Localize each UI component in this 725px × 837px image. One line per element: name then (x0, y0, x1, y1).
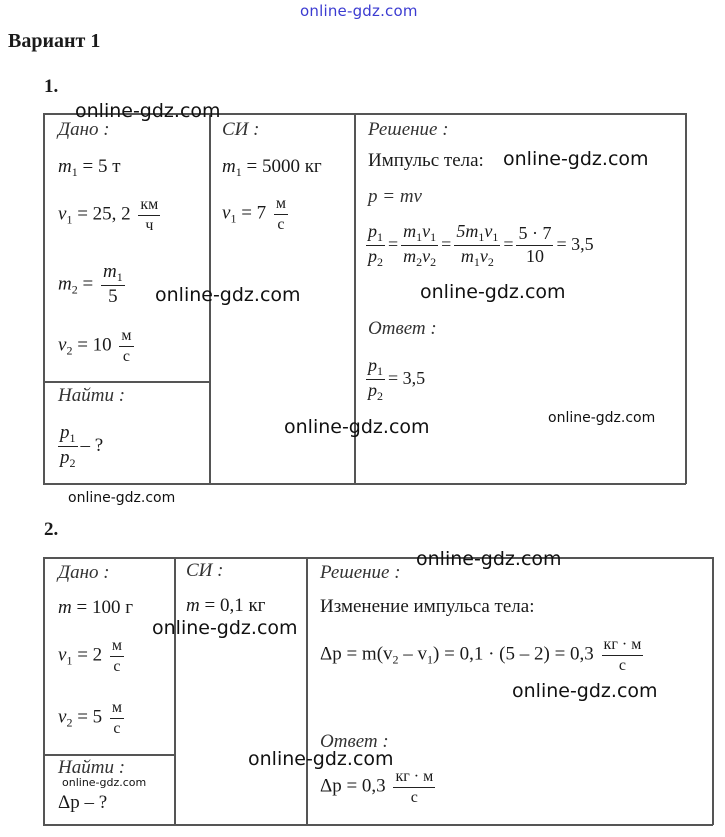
watermark[interactable]: online-gdz.com (155, 284, 301, 306)
task1-number: 1. (44, 76, 59, 97)
task2-given-header: Дано : (58, 562, 110, 583)
task2-border-top (43, 557, 713, 559)
task2-answer-value: Δp = 0,3 $\frac{кг \cdot м}{с}$ (320, 768, 434, 806)
task1-find-header: Найти : (58, 385, 126, 406)
task2-divider-2 (306, 557, 308, 825)
task1-given-header: Дано : (58, 119, 110, 140)
task1-given-m1: $m_1 = 5$ т (58, 156, 121, 179)
task2-given-v2: $v_2 = 5$ $\frac{м}{с}$ (58, 699, 123, 737)
task1-si-m1: $m_1 = 5000$ кг (222, 156, 322, 179)
watermark[interactable]: online-gdz.com (68, 490, 176, 506)
task1-border-left (43, 113, 45, 484)
watermark[interactable]: online-gdz.com (512, 680, 658, 702)
task2-given-m: m = 100 г (58, 597, 133, 618)
task1-impulse-label: Импульс тела: (368, 150, 484, 171)
task1-answer-value: $\frac{p_1}{p_2}$ = 3,5 (368, 355, 426, 404)
task2-given-v1: $v_1 = 2$ $\frac{м}{с}$ (58, 637, 123, 675)
task1-given-m2: $m_2$ = $\frac{m_1}{5}$ (58, 261, 123, 308)
page-title: Вариант 1 (8, 30, 101, 52)
watermark[interactable]: online-gdz.com (420, 281, 566, 303)
watermark[interactable]: online-gdz.com (416, 548, 562, 570)
task2-solution-header: Решение : (320, 562, 401, 583)
watermark[interactable]: online-gdz.com (75, 100, 221, 122)
task1-given-v1: $v_1 = 25$, 2 $\frac{км}{ч}$ (58, 196, 159, 234)
task1-formula: p = mv (368, 186, 422, 207)
watermark[interactable]: online-gdz.com (152, 617, 298, 639)
task1-find-value: $\frac{p_1}{p_2}$ – ? (60, 422, 104, 471)
task2-number: 2. (44, 519, 59, 540)
task2-answer-header: Ответ : (320, 731, 389, 752)
watermark[interactable]: online-gdz.com (284, 416, 430, 438)
task1-solution-header: Решение : (368, 119, 449, 140)
task1-border-right (685, 113, 687, 484)
task1-si-v1: $v_1 = 7$ $\frac{м}{с}$ (222, 195, 287, 233)
task2-given-find-divider (43, 754, 175, 756)
task1-answer-header: Ответ : (368, 318, 437, 339)
task2-border-bottom (43, 824, 713, 826)
watermark[interactable]: online-gdz.com (62, 776, 147, 789)
watermark[interactable]: online-gdz.com (248, 748, 394, 770)
watermark-top[interactable]: online-gdz.com (300, 2, 418, 20)
task2-border-left (43, 557, 45, 825)
task2-divider-1 (174, 557, 176, 825)
task2-find-header: Найти : (58, 757, 126, 778)
task2-find-value: Δp – ? (58, 792, 108, 813)
task2-si-header: СИ : (186, 560, 224, 581)
task2-border-right (712, 557, 714, 825)
task1-si-header: СИ : (222, 119, 260, 140)
task2-change-label: Изменение импульса тела: (320, 596, 535, 617)
watermark[interactable]: online-gdz.com (503, 148, 649, 170)
task1-given-find-divider (43, 381, 210, 383)
watermark[interactable]: online-gdz.com (548, 410, 656, 426)
task1-given-v2: $v_2 = 10$ $\frac{м}{с}$ (58, 327, 132, 365)
task1-border-bottom (43, 483, 686, 485)
task2-si-m: m = 0,1 кг (186, 595, 266, 616)
task2-formula: $\Delta p = m(v_2 - v_1) = 0,1 \cdot (5 - 2) = 0,3$ $\frac{кг \cdot м}{с}$ (320, 636, 642, 674)
task1-ratio: $\frac{p_1}{p_2}$ = $\frac{m_1v_1}{m_2v_2}$ = $\frac{5m_1v_1}{m_1v_2}$ = $\frac{5 \cdot 7}{10}$ = 3,5 (368, 221, 594, 270)
